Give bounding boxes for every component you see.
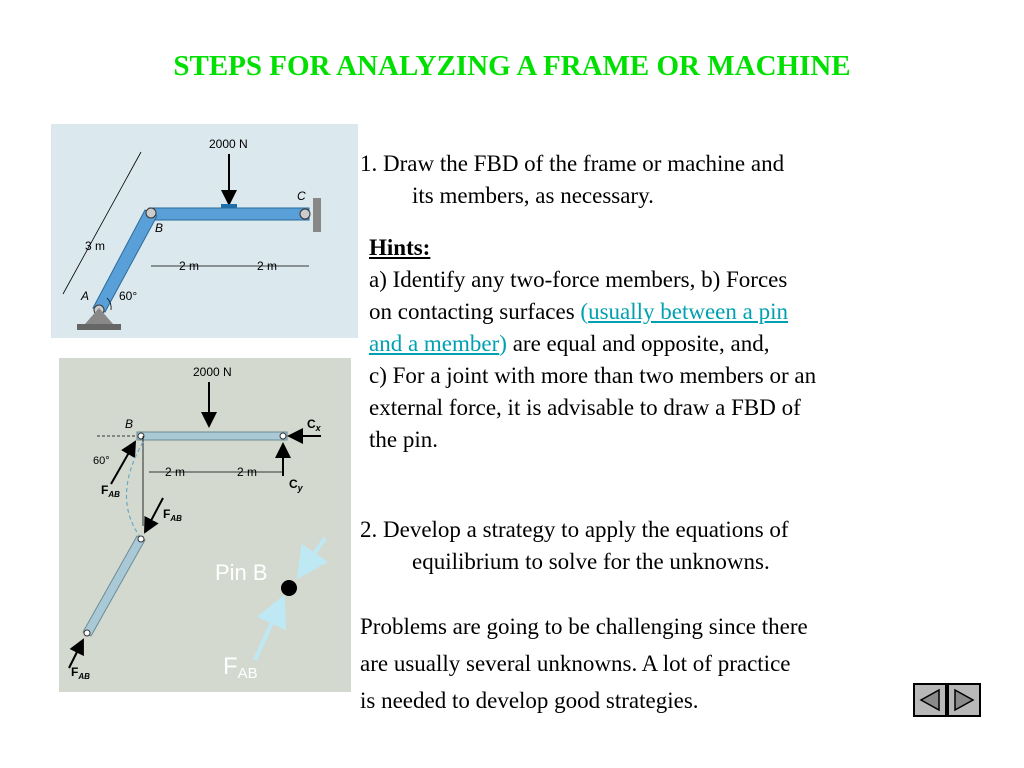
fbd-load-label: 2000 N [193,365,232,379]
step-1-line-2: its members, as necessary. [412,183,654,208]
fbd-diagram [59,358,351,692]
step-1 [360,148,1000,212]
slide-navigation [913,683,981,717]
step-1-line-1: 1. Draw the FBD of the frame or machine and [360,151,785,176]
hints-heading: Hints: [369,235,431,260]
pin-b-label: Pin B [215,560,268,585]
cx-label: $C_x$ [307,417,321,433]
fbd-angle-label: 60° [93,455,110,467]
fbd-label-b: B [125,417,134,431]
fbd-dim-left: 2 m [165,465,186,479]
pin-b [146,208,156,218]
hints-line-3: and a member) are equal and opposite, and, [369,331,770,356]
angle-label: 60° [119,289,138,303]
next-slide-button[interactable] [947,683,981,717]
pin-fab-label: FAB [223,653,258,682]
pin-force-arrow [299,538,325,576]
hints-line-1: a) Identify any two-force members, b) Forces [369,267,788,292]
fbd-figure [59,358,351,692]
closing-line-2: are usually several unknowns. A lot of practice [360,651,791,676]
hints-line-6: the pin. [369,427,438,452]
fab-label-b: $F_{AB}$ [101,483,120,499]
load-pad [221,204,237,208]
dim-ab: 3 m [85,239,106,253]
fbd-member-ab [83,536,145,636]
support-c [313,198,321,232]
support-a [85,308,113,324]
hints-block [369,232,1009,456]
frame-diagram [51,124,358,338]
hints-line-2: on contacting surfaces (usually between a pin [369,299,788,324]
fab-arrow-a [69,640,83,668]
hint-link-2[interactable]: and a member [369,331,500,356]
hint-link-1[interactable]: usually between a pin [588,299,788,324]
hint-link-close[interactable]: ) [499,331,507,356]
fbd-pin-b2 [138,536,144,542]
cy-label: $C_y$ [289,477,303,493]
dim-line-ab [63,152,141,294]
fbd-dim-right: 2 m [237,465,258,479]
label-c: C [297,189,306,203]
closing-paragraph [360,608,1000,719]
fab-label-mid: $F_{AB}$ [163,507,182,523]
fab-arrow-b [111,442,135,484]
fbd-pin-c [280,433,286,439]
fab-label-a: $F_{AB}$ [71,665,90,681]
closing-line-1: Problems are going to be challenging since there [360,614,808,639]
closing-line-3: is needed to develop good strategies. [360,688,699,713]
slide-title: STEPS FOR ANALYZING A FRAME OR MACHINE [173,50,851,82]
pin-fab-arrow [255,598,283,660]
dim-left: 2 m [179,259,200,273]
triangle-right-icon [951,687,977,713]
frame-figure [51,124,358,338]
hints-line-5: external force, it is advisable to draw a FBD of [369,395,801,420]
ground-a [77,324,121,330]
pin-c [300,209,310,219]
dashed-link [126,442,143,538]
label-b: B [155,221,164,235]
load-label: 2000 N [209,137,248,151]
pin-b-dot [281,580,297,596]
step-2 [360,514,1000,578]
dim-right: 2 m [257,259,278,273]
step-2-line-2: equilibrium to solve for the unknowns. [412,549,770,574]
fbd-member-bc [137,432,287,440]
member-bc [149,208,309,220]
hints-line-4: c) For a joint with more than two members or an [369,363,817,388]
hint-link-open[interactable]: ( [580,299,589,324]
prev-slide-button[interactable] [913,683,947,717]
step-2-line-1: 2. Develop a strategy to apply the equations of [360,517,789,542]
fab-arrow-mid [145,498,163,532]
label-a: A [81,289,90,303]
fbd-pin-a [84,630,90,636]
triangle-left-icon [917,687,943,713]
